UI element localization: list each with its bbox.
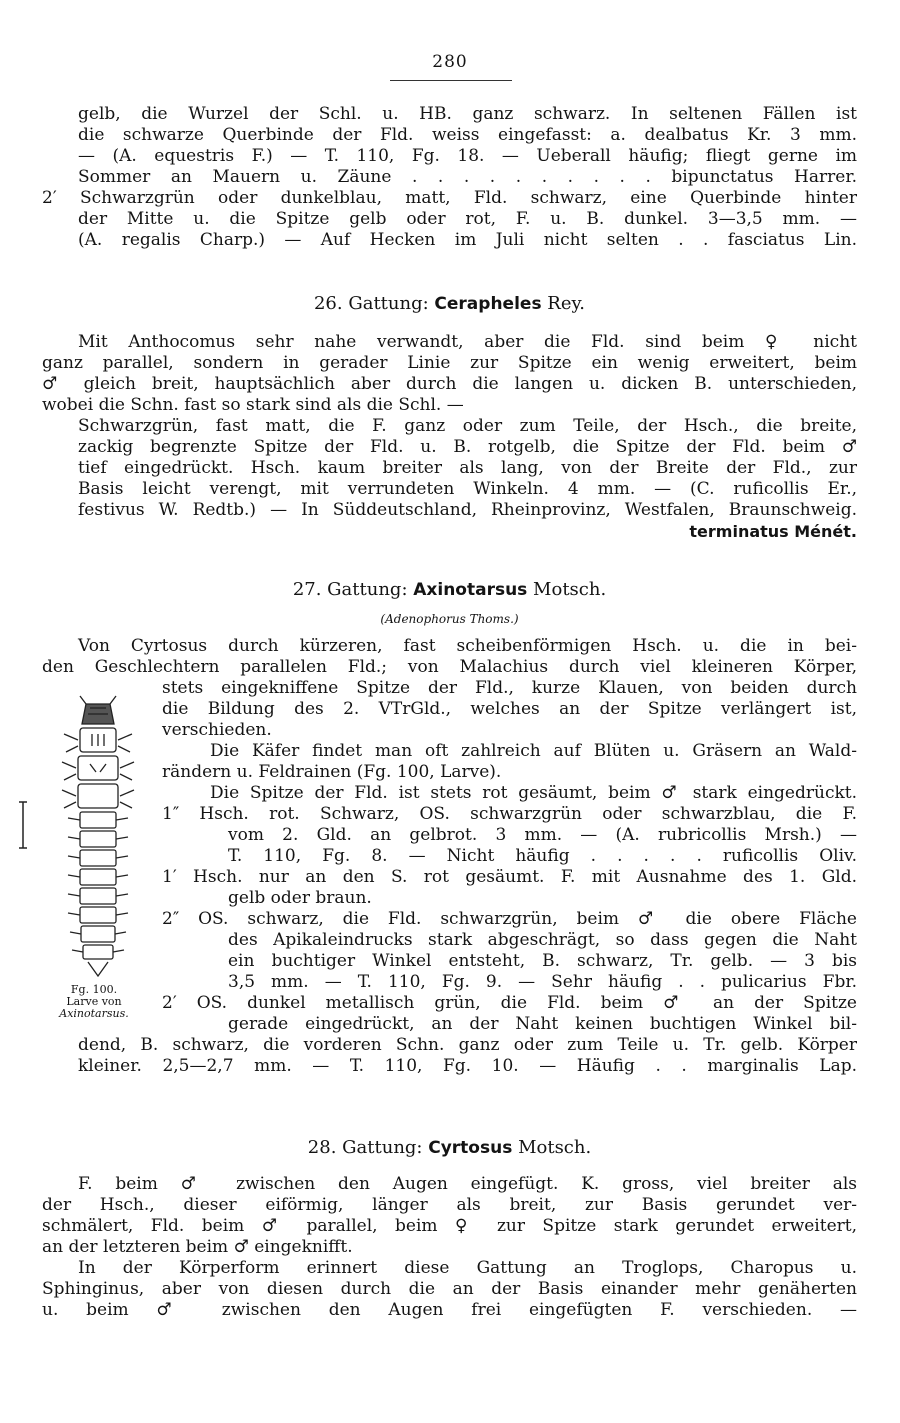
genus-26-section: [42, 284, 857, 542]
text-line: ♂ gleich breit, hauptsächlich aber durch die langen u. dicken B. unterschieden,: [42, 374, 857, 394]
text-line: Die Käfer findet man oft zahlreich auf Blüten u. Gräsern an Wald-: [210, 741, 857, 761]
text-line: (A. regalis Charp.) — Auf Hecken im Juli nicht selten . . fasciatus Lin.: [78, 230, 857, 250]
text-line: Sphinginus, aber von diesen durch die an der Basis einander mehr genäherten: [42, 1279, 857, 1299]
text-line: Von Cyrtosus durch kürzeren, fast scheibenförmigen Hsch. u. die in bei-: [78, 636, 857, 656]
genus-heading-name: Axinotarsus: [413, 580, 528, 600]
text-line: ganz parallel, sondern in gerader Linie zur Spitze ein wenig erweitert, beim: [42, 353, 857, 373]
key-line: 1′ Hsch. nur an den S. rot gesäumt. F. mit Ausnahme des 1. Gld.: [162, 867, 857, 887]
text-line: ein buchtiger Winkel entsteht, B. schwarz, Tr. gelb. — 3 bis: [228, 951, 857, 971]
genus-heading: [42, 284, 857, 324]
text-line: des Apikaleindrucks stark abgeschrägt, so dass gegen die Naht: [228, 930, 857, 950]
text-line: u. beim ♂ zwischen den Augen frei eingefügten F. verschieden. —: [42, 1300, 857, 1320]
text-line: rändern u. Feldrainen (Fg. 100, Larve).: [162, 762, 502, 782]
text-line: tief eingedrückt. Hsch. kaum breiter als lang, von der Breite der Fld., zur: [78, 458, 857, 478]
species-name: terminatus Ménét.: [689, 522, 857, 541]
genus-28-section: [42, 1128, 857, 1321]
genus-heading-author: Motsch.: [518, 1137, 592, 1158]
key-line: 2′ OS. dunkel metallisch grün, die Fld. beim ♂ an der Spitze: [162, 993, 857, 1013]
section-top: [42, 104, 857, 251]
text-line: Sommer an Mauern u. Zäune . . . . . . . . . . bipunctatus Harrer.: [78, 167, 857, 187]
text-line: Mit Anthocomus sehr nahe verwandt, aber die Fld. sind beim ♀ nicht: [78, 332, 857, 352]
genus-heading: [42, 1128, 857, 1168]
figure-caption-genus: Axinotarsus.: [59, 1007, 129, 1020]
genus-heading-name: Cerapheles: [434, 294, 542, 314]
genus-heading-name: Cyrtosus: [428, 1138, 513, 1158]
figure-caption-number: Fg. 100.: [70, 983, 118, 996]
text-line: kleiner. 2,5—2,7 mm. — T. 110, Fg. 10. — Häufig . . marginalis Lap.: [78, 1056, 857, 1076]
text-line: T. 110, Fg. 8. — Nicht häufig . . . . . ruficollis Oliv.: [228, 846, 857, 866]
text-line: zackig begrenzte Spitze der Fld. u. B. rotgelb, die Spitze der Fld. beim ♂: [78, 437, 857, 457]
text-line: wobei die Schn. fast so stark sind als die Schl. —: [42, 395, 464, 415]
genus-heading-prefix: 26. Gattung:: [313, 293, 429, 314]
text-line: — (A. equestris F.) — T. 110, Fg. 18. — Ueberall häufig; fliegt gerne im: [78, 146, 857, 166]
text-line: schmälert, Fld. beim ♂ parallel, beim ♀ zur Spitze stark gerundet erweitert,: [42, 1216, 857, 1236]
genus-heading-prefix: 27. Gattung:: [292, 579, 408, 600]
text-line: gerade eingedrückt, an der Naht keinen buchtigen Winkel bil-: [228, 1014, 857, 1034]
larva-drawing: [58, 694, 138, 984]
text-line: festivus W. Redtb.) — In Süddeutschland, Rheinprovinz, Westfalen, Braunschweig.: [78, 500, 857, 520]
genus-heading-author: Rey.: [547, 293, 586, 314]
text-line: stets eingekniffene Spitze der Fld., kurze Klauen, von beiden durch: [162, 678, 857, 698]
text-line: den Geschlechtern parallelen Fld.; von Malachius durch viel kleineren Körper,: [42, 657, 857, 677]
larva-figure: [44, 694, 164, 1020]
text-line: die schwarze Querbinde der Fld. weiss eingefasst: a. dealbatus Kr. 3 mm.: [78, 125, 857, 145]
text-line: 3,5 mm. — T. 110, Fg. 9. — Sehr häufig . . pulicarius Fbr.: [228, 972, 857, 992]
genus-heading-prefix: 28. Gattung:: [307, 1137, 423, 1158]
text-line: gelb oder braun.: [228, 888, 372, 908]
key-line: 2″ OS. schwarz, die Fld. schwarzgrün, beim ♂ die obere Fläche: [162, 909, 857, 929]
genus-synonym: (Adenophorus Thoms.): [380, 612, 519, 626]
text-line: dend, B. schwarz, die vorderen Schn. ganz oder zum Teile u. Tr. gelb. Körper: [78, 1035, 857, 1055]
text-line: die Bildung des 2. VTrGld., welches an der Spitze verlängert ist,: [162, 699, 857, 719]
scale-bar: [18, 800, 28, 850]
text-line: 2′ Schwarzgrün oder dunkelblau, matt, Fld. schwarz, eine Querbinde hinter: [42, 188, 857, 208]
text-line: verschieden.: [162, 720, 272, 740]
text-line: gelb, die Wurzel der Schl. u. HB. ganz schwarz. In seltenen Fällen ist: [78, 104, 857, 124]
page-number: 280: [432, 52, 468, 72]
genus-27-section: [42, 570, 857, 1077]
text-line: In der Körperform erinnert diese Gattung an Troglops, Charopus u.: [78, 1258, 857, 1278]
text-line: Schwarzgrün, fast matt, die F. ganz oder zum Teile, der Hsch., die breite,: [78, 416, 857, 436]
header-rule: [390, 80, 512, 81]
text-line: an der letzteren beim ♂ eingekniﬀt.: [42, 1237, 353, 1257]
text-line: F. beim ♂ zwischen den Augen eingefügt. K. gross, viel breiter als: [78, 1174, 857, 1194]
figure-caption-line: Larve von: [66, 995, 122, 1008]
genus-heading-author: Motsch.: [533, 579, 607, 600]
key-line: 1″ Hsch. rot. Schwarz, OS. schwarzgrün oder schwarzblau, die F.: [162, 804, 857, 824]
genus-heading: [42, 570, 857, 610]
text-line: Die Spitze der Fld. ist stets rot gesäumt, beim ♂ stark eingedrückt.: [210, 783, 857, 803]
text-line: der Hsch., dieser eiförmig, länger als breit, zur Basis gerundet ver-: [42, 1195, 857, 1215]
text-line: Basis leicht verengt, mit verrundeten Winkeln. 4 mm. — (C. ruficollis Er.,: [78, 479, 857, 499]
text-line: der Mitte u. die Spitze gelb oder rot, F. u. B. dunkel. 3—3,5 mm. —: [78, 209, 857, 229]
text-line: vom 2. Gld. an gelbrot. 3 mm. — (A. rubricollis Mrsh.) —: [228, 825, 857, 845]
